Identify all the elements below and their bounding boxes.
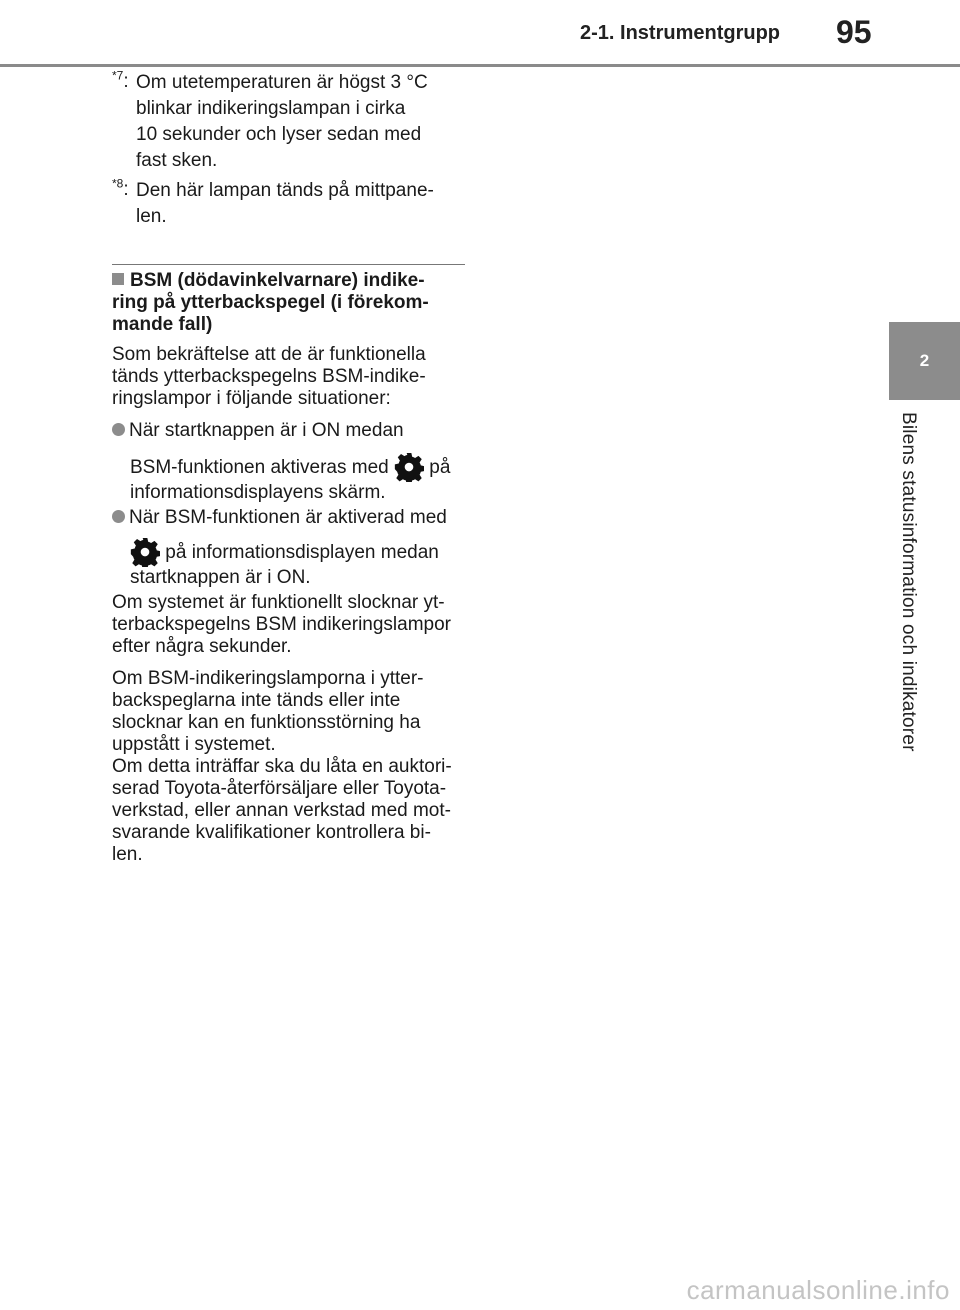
footnote-line: Den här lampan tänds på mittpane- (136, 180, 434, 201)
footnote-line: blinkar indikeringslampan i cirka (136, 98, 406, 119)
gear-icon (130, 537, 160, 567)
bullet-icon (112, 423, 125, 436)
footnote-marker: $^{*7}$: (112, 68, 129, 92)
bullet-icon (112, 510, 125, 523)
footnotes (112, 70, 468, 234)
section-heading: BSM (dödavinkelvarnare) indike- ring på ytterbackspegel (i förekom- mande fall) (112, 270, 429, 335)
watermark: carmanualsonline.info (686, 1275, 950, 1305)
footnote-line: 10 sekunder och lyser sedan med (136, 124, 422, 145)
footnote-line: len. (136, 206, 167, 227)
paragraph-1: Om systemet är funktionellt slocknar yt- terbackspegelns BSM indikeringslampor efter några sekunder. (112, 592, 451, 657)
footnote-7 (112, 70, 468, 174)
chapter-number: 2 (919, 351, 930, 370)
chapter-title: Bilens statusinformation och indikatorer (898, 412, 919, 752)
square-bullet-icon (112, 273, 124, 285)
intro-paragraph: Som bekräftelse att de är funktionella tänds ytterbackspegelns BSM-indike- ringslampor i följande situationer: (112, 344, 426, 409)
gear-icon (394, 452, 424, 482)
page-number: 95 (836, 14, 872, 50)
section-title: 2-1. Instrumentgrupp (580, 22, 781, 44)
bullet-item-2: När BSM-funktionen är aktiverad med på informationsdisplayen medan startknappen är i ON. (112, 507, 472, 589)
header-divider (0, 64, 960, 67)
section-divider (112, 264, 465, 265)
footnote-line: fast sken. (136, 150, 218, 171)
footnote-8 (112, 178, 468, 230)
bullet-item-1: När startknappen är i ON medan BSM-funktionen aktiveras med på informationsdisplayens skärm. (112, 420, 472, 504)
chapter-tab[interactable] (889, 322, 960, 400)
footnote-line: Om utetemperaturen är högst 3 °C (136, 72, 428, 93)
footnote-marker: $^{*8}$: (112, 176, 129, 200)
paragraph-2: Om BSM-indikeringslamporna i ytter- backspeglarna inte tänds eller inte slocknar kan en funktionsstörning ha uppstått i systemet. Om detta inträffar ska du låta en auktori- serad Toyota-återförsäljare eller Toyota- verkstad, eller annan verkstad med mot- svarande kvalifikationer kontrollera bi- len. (112, 668, 452, 865)
